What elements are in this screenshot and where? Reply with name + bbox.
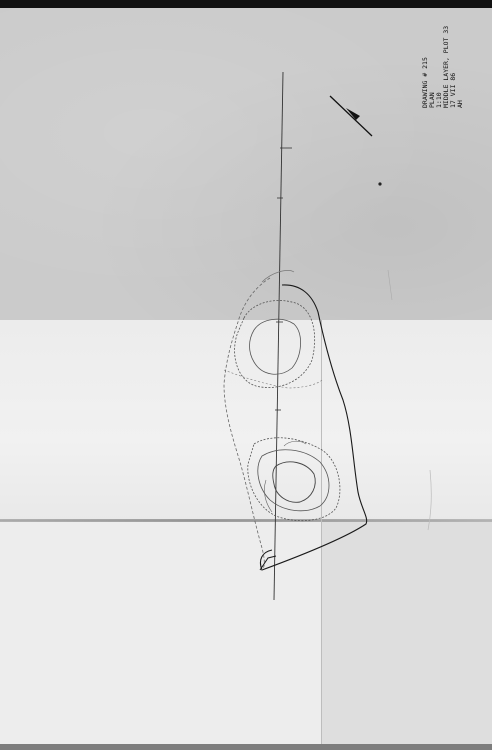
feature-top-sketch [262,270,294,282]
lower-stone-inner [273,462,316,502]
upper-stone-inner [250,319,301,374]
north-arrow-icon [330,96,372,136]
label-view: PLAN [428,92,436,108]
paper-crease [428,470,431,530]
paper-crease [388,270,392,300]
label-drawing-number: DRAWING # 215 [421,57,429,108]
label-date: 17 VII 86 [449,72,457,108]
feature-outline [260,285,366,570]
survey-baseline [274,72,283,600]
label-scale: 1:10 [435,92,443,108]
label-initials: AH [456,100,464,108]
label-context: MIDDLE LAYER, PLOT 33 [442,25,450,108]
lower-stone-middle [258,450,329,511]
stray-mark [378,182,381,185]
drawing-label [422,26,464,108]
upper-stone-line [224,370,322,388]
